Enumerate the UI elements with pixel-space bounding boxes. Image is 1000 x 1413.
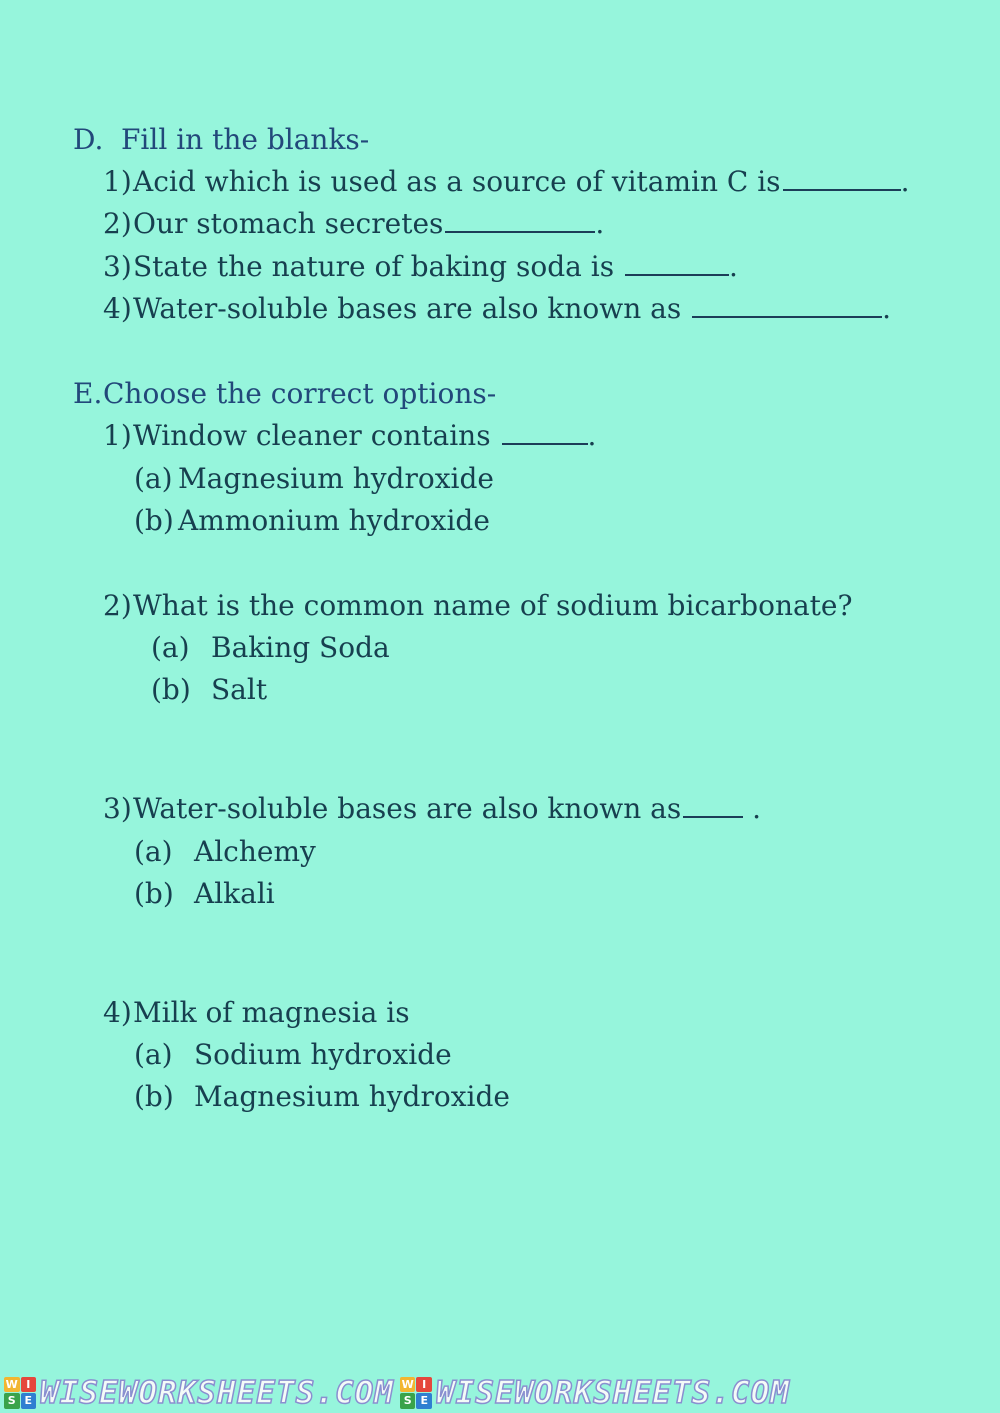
item-text: Our stomach secretes <box>133 207 444 240</box>
answer-blank[interactable] <box>683 790 743 818</box>
question-text: Milk of magnesia is <box>133 996 410 1029</box>
mcq-question <box>103 993 410 1033</box>
logo-letter: S <box>4 1393 20 1409</box>
option-text: Alchemy <box>194 835 316 868</box>
logo-letter: E <box>21 1393 37 1409</box>
section-letter: E. <box>73 377 103 410</box>
fill-blank-item <box>103 204 604 244</box>
fill-blank-item <box>103 289 891 329</box>
fill-blank-item <box>103 162 909 202</box>
question-number: 4) <box>103 996 132 1029</box>
mcq-option[interactable] <box>134 501 490 541</box>
option-text: Ammonium hydroxide <box>178 504 490 537</box>
item-text: Water-soluble bases are also known as <box>133 292 691 325</box>
question-number: 3) <box>103 792 132 825</box>
section-letter: D. <box>73 123 104 156</box>
option-text: Sodium hydroxide <box>194 1038 452 1071</box>
fill-blank-item <box>103 247 738 287</box>
mcq-option[interactable] <box>151 670 267 710</box>
question-end: . <box>743 792 762 825</box>
option-label: (b) <box>134 1080 174 1113</box>
option-text: Baking Soda <box>211 631 390 664</box>
option-label: (a) <box>134 1038 173 1071</box>
footer-watermark <box>0 1372 1000 1413</box>
watermark-group <box>400 1375 790 1411</box>
option-label: (b) <box>151 673 191 706</box>
option-label: (a) <box>151 631 190 664</box>
logo-letter: I <box>21 1377 37 1393</box>
question-number: 1) <box>103 419 132 452</box>
question-number: 2) <box>103 589 132 622</box>
option-label: (a) <box>134 835 173 868</box>
wise-logo-icon <box>4 1377 36 1409</box>
item-end: . <box>728 250 738 283</box>
section-title: Choose the correct options- <box>103 377 497 410</box>
item-number: 2) <box>103 207 132 240</box>
mcq-question <box>103 586 853 626</box>
item-number: 3) <box>103 250 132 283</box>
logo-letter: W <box>401 1377 414 1391</box>
logo-letter: S <box>400 1393 416 1409</box>
item-end: . <box>882 292 892 325</box>
item-number: 1) <box>103 165 132 198</box>
logo-letter: W <box>5 1377 18 1391</box>
option-label: (b) <box>134 504 174 537</box>
option-text: Salt <box>211 673 268 706</box>
option-label: (b) <box>134 877 174 910</box>
section-e-heading <box>73 374 496 414</box>
answer-blank[interactable] <box>692 290 882 318</box>
mcq-question <box>103 416 596 456</box>
question-text: What is the common name of sodium bicarbonate? <box>133 589 853 622</box>
logo-letter: I <box>416 1377 432 1393</box>
watermark-text: WISEWORKSHEETS.COM <box>40 1374 394 1411</box>
item-text: State the nature of baking soda is <box>133 250 623 283</box>
mcq-option[interactable] <box>134 459 494 499</box>
question-text: Water-soluble bases are also known as <box>133 792 682 825</box>
mcq-option[interactable] <box>134 874 275 914</box>
section-title: Fill in the blanks- <box>121 123 370 156</box>
option-text: Magnesium hydroxide <box>194 1080 510 1113</box>
mcq-option[interactable] <box>134 1035 452 1075</box>
item-number: 4) <box>103 292 132 325</box>
mcq-option[interactable] <box>134 832 316 872</box>
section-d-heading <box>73 120 369 160</box>
logo-letter: E <box>416 1393 432 1409</box>
mcq-option[interactable] <box>151 628 390 668</box>
question-text: Window cleaner contains <box>133 419 500 452</box>
question-end: . <box>587 419 597 452</box>
mcq-question <box>103 789 761 829</box>
watermark-text: WISEWORKSHEETS.COM <box>435 1374 790 1411</box>
option-text: Magnesium hydroxide <box>178 462 494 495</box>
wise-logo-icon <box>400 1377 432 1409</box>
answer-blank[interactable] <box>783 163 901 191</box>
mcq-option[interactable] <box>134 1077 510 1117</box>
answer-blank[interactable] <box>445 205 595 233</box>
item-text: Acid which is used as a source of vitamin C is <box>133 165 781 198</box>
item-end: . <box>900 165 910 198</box>
watermark-group <box>4 1375 394 1411</box>
answer-blank[interactable] <box>625 248 729 276</box>
option-label: (a) <box>134 462 173 495</box>
item-end: . <box>595 207 605 240</box>
answer-blank[interactable] <box>502 417 588 445</box>
option-text: Alkali <box>194 877 275 910</box>
